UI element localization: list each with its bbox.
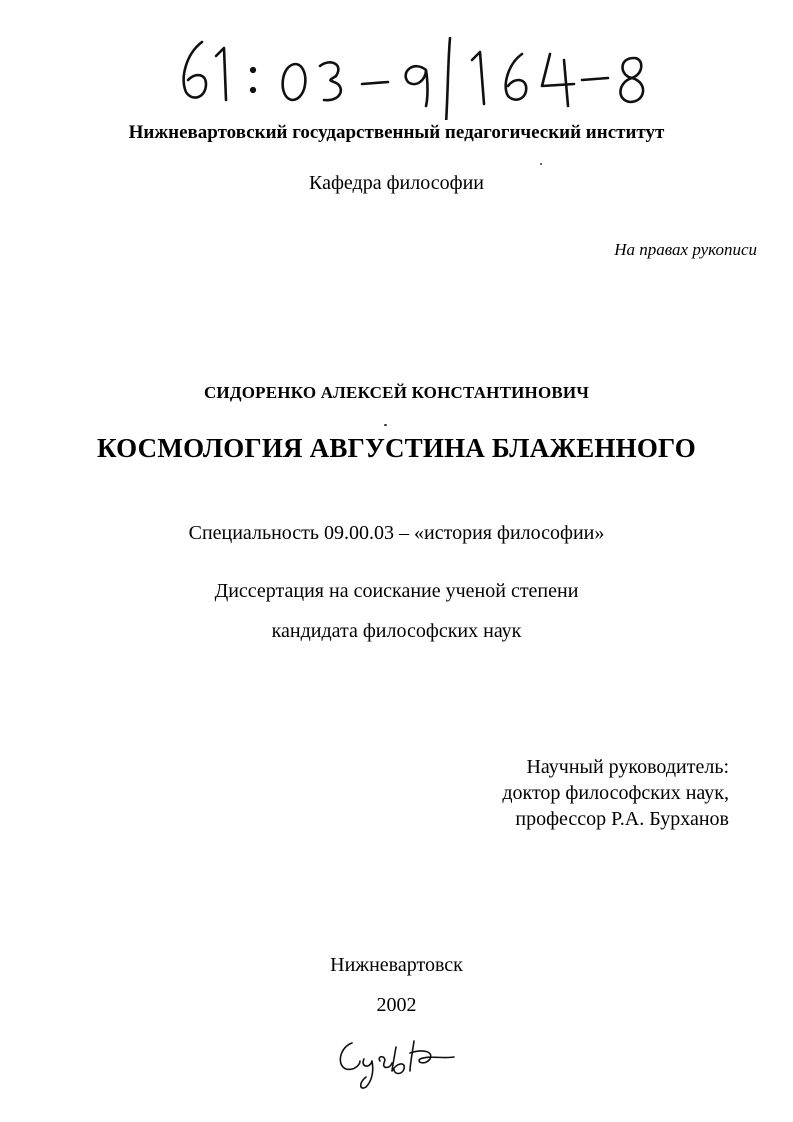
advisor-name: профессор Р.А. Бурханов: [515, 808, 729, 830]
scan-speck: [384, 424, 387, 426]
handwritten-signature: [330, 1025, 460, 1095]
degree-line-1: Диссертация на соискание ученой степени: [214, 580, 579, 602]
handwritten-catalog-number-strokes: [150, 20, 690, 120]
year: 2002: [376, 994, 417, 1016]
scan-speck: [540, 163, 542, 165]
advisor-block: [502, 754, 729, 832]
signature-icon: [330, 1025, 460, 1095]
advisor-label: Научный руководитель:: [526, 756, 729, 778]
dissertation-title: КОСМОЛОГИЯ АВГУСТИНА БЛАЖЕННОГО: [97, 433, 696, 463]
degree-line-2: кандидата философских наук: [271, 620, 522, 642]
institute-name: Нижневартовский государственный педагогический институт: [128, 122, 665, 143]
specialty-line: Специальность 09.00.03 – «история философии»: [188, 522, 605, 544]
department-name: Кафедра философии: [309, 172, 484, 194]
advisor-degree: доктор философских наук,: [502, 782, 729, 804]
handwritten-catalog-number: [150, 20, 690, 120]
author-name: СИДОРЕНКО АЛЕКСЕЙ КОНСТАНТИНОВИЧ: [203, 383, 590, 402]
rights-notice: На правах рукописи: [614, 240, 757, 259]
handwritten-catalog-number-text: [150, 20, 157, 21]
city: Нижневартовск: [330, 954, 463, 976]
